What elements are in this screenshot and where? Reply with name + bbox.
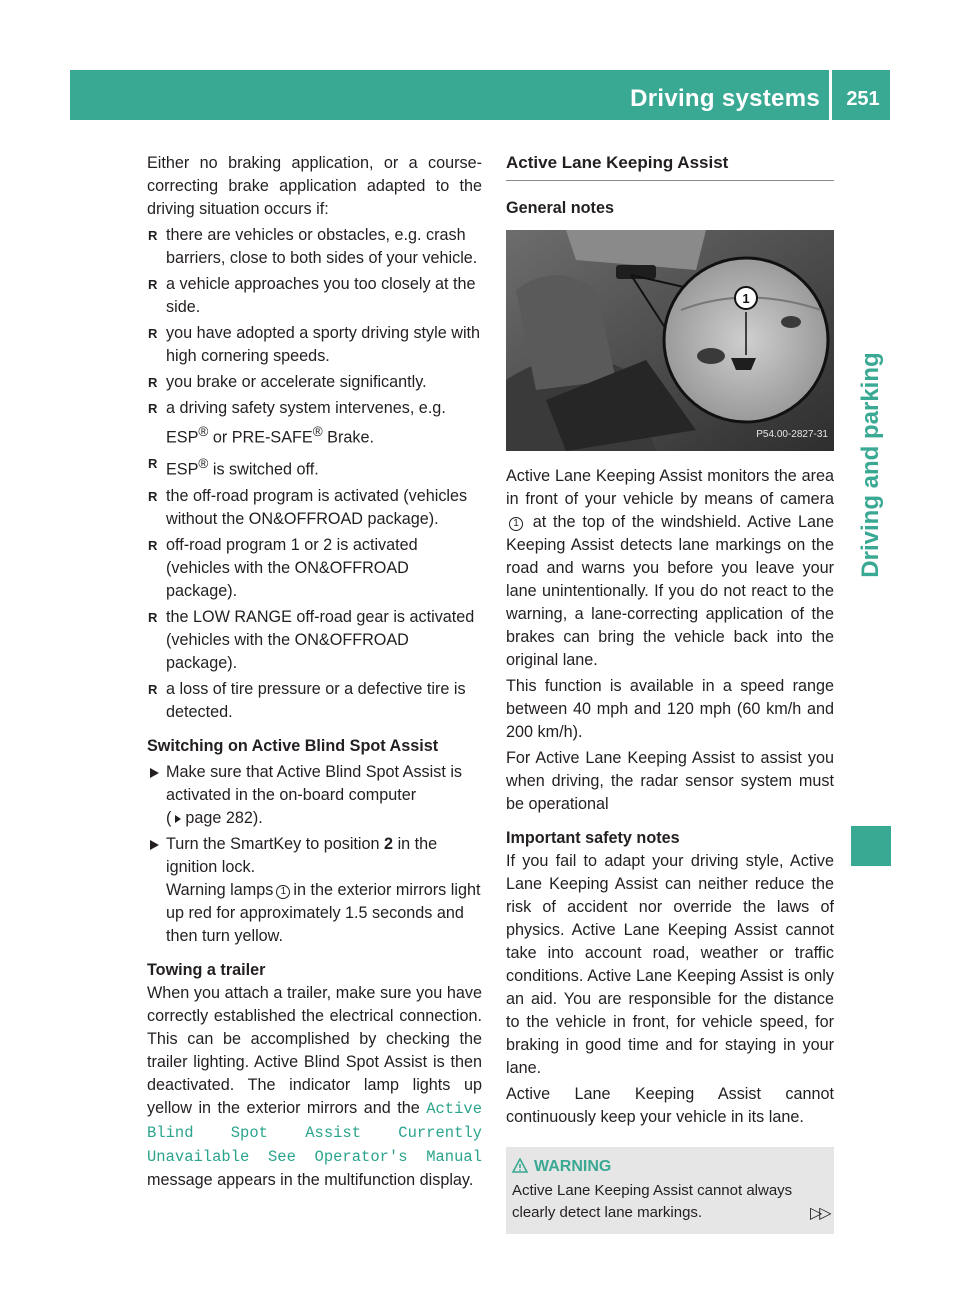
list-item: R you have adopted a sporty driving style with high cornering speeds.: [147, 322, 482, 368]
step-text: in the ignition lock.: [166, 834, 438, 876]
list-item: R you brake or accelerate significantly.: [147, 371, 482, 394]
warning-title: [512, 1156, 828, 1178]
step-text: Warning lamps: [166, 880, 274, 899]
esp-label: ESP: [166, 460, 199, 479]
radar-paragraph: For Active Lane Keeping Assist to assist you when driving, the radar sensor system must be operational: [506, 749, 834, 813]
warning-label: WARNING: [534, 1158, 612, 1175]
right-column: [506, 152, 834, 1234]
registered-mark: ®: [198, 424, 209, 439]
warning-triangle-icon: [512, 1158, 528, 1174]
page-ref-icon: [175, 815, 181, 823]
callout-1-icon: 1: [276, 885, 290, 899]
list-item: R there are vehicles or obstacles, e.g. crash barriers, close to both sides of your vehicle.: [147, 224, 482, 270]
list-item: [147, 397, 482, 449]
step-text: Turn the SmartKey to position: [166, 834, 380, 853]
list-item: R a loss of tire pressure or a defective tire is detected.: [147, 678, 482, 724]
brake-label: Brake.: [327, 428, 374, 447]
list-item: R a vehicle approaches you too closely at the side.: [147, 273, 482, 319]
limitation-paragraph: Active Lane Keeping Assist cannot continuously keep your vehicle in its lane.: [506, 1085, 834, 1126]
callout-1-label: 1: [742, 291, 750, 306]
intro-paragraph: [506, 465, 834, 672]
speed-range-paragraph: This function is available in a speed range between 40 mph and 120 mph (60 km/h and 200 km/h).: [506, 677, 834, 741]
interior-photo: [506, 230, 834, 451]
safety-paragraph: If you fail to adapt your driving style, Active Lane Keeping Assist can neither reduce the risk of accident nor override the laws of physics. Active Lane Keeping Assist cannot take into account road, weather or traffic conditions. Active Lane Keeping Assist is only an aid. You are responsible for the distance to the vehicle in front, for vehicle speed, for braking in good time and for staying in your lane.: [506, 852, 834, 1077]
presafe-label: or PRE-SAFE: [212, 428, 313, 447]
step-text: in the exterior mirrors light up red for approximately 1.5 seconds and then turn yellow.: [166, 880, 481, 945]
paragraph-text: at the top of the windshield. Active Lane Keeping Assist detects lane markings on the road and warns you before you leave your lane unintentionally. If you do not react to the warning, a lane-correcting application of the brakes can bring the vehicle back into the original lane.: [506, 513, 834, 669]
switching-heading: Switching on Active Blind Spot Assist: [147, 736, 439, 755]
paragraph-text: Active Lane Keeping Assist monitors the area in front of your vehicle by means of camera: [506, 467, 834, 508]
header-divider: [829, 70, 832, 120]
side-marker-block: [851, 826, 891, 866]
registered-mark: ®: [312, 424, 323, 439]
list-item: R off-road program 1 or 2 is activated (vehicles with the ON&OFFROAD package).: [147, 534, 482, 603]
warning-box: [506, 1147, 834, 1234]
figure-code: P54.00-2827-31: [756, 429, 828, 440]
page-ref-open: (: [166, 808, 172, 827]
display-message: Active Blind Spot Assist Currently Unavailable See Operator's Manual: [147, 1099, 482, 1166]
page-header: [70, 70, 890, 120]
list-item: [147, 452, 482, 481]
list-item: R the off-road program is activated (vehicles without the ON&OFFROAD package).: [147, 485, 482, 531]
instruction-step: [147, 833, 482, 948]
instruction-step: [147, 761, 482, 830]
general-notes-heading: General notes: [506, 199, 614, 217]
continue-icon: ▷▷: [810, 1205, 829, 1222]
warning-text: Active Lane Keeping Assist cannot always clearly detect lane markings.: [512, 1182, 793, 1221]
towing-end: message appears in the multifunction display.: [147, 1170, 474, 1189]
registered-mark: ®: [198, 456, 209, 472]
side-tab-label: Driving and parking: [857, 352, 884, 578]
list-item-text: a driving safety system intervenes, e.g.: [166, 399, 446, 417]
left-column: [147, 152, 482, 1192]
towing-paragraph: [147, 982, 482, 1192]
safety-heading: Important safety notes: [506, 829, 680, 847]
towing-heading: Towing a trailer: [147, 960, 266, 979]
chapter-title: Driving systems: [630, 85, 820, 112]
towing-text: When you attach a trailer, make sure you have correctly established the electrical connection. This can be accomplished by checking the trailer lighting. Active Blind Spot Assist is then deactivated. The indicator lamp lights up yellow in the exterior mirrors and the: [147, 983, 482, 1117]
camera-illustration: [506, 230, 834, 451]
intro-paragraph: Either no braking application, or a course-correcting brake application adapted to the driving situation occurs if:: [147, 154, 482, 218]
list-item-text: is switched off.: [212, 460, 319, 479]
page-ref-link[interactable]: page 282).: [185, 808, 263, 827]
side-tab: [849, 230, 893, 700]
page-number: 251: [846, 88, 880, 110]
callout-1-icon: 1: [509, 517, 523, 531]
step-text: Make sure that Active Blind Spot Assist is activated in the on-board computer: [166, 762, 463, 804]
key-position: 2: [384, 834, 394, 853]
section-title: Active Lane Keeping Assist: [506, 152, 834, 181]
esp-label: ESP: [166, 428, 199, 447]
list-item: R the LOW RANGE off-road gear is activated (vehicles with the ON&OFFROAD package).: [147, 606, 482, 675]
